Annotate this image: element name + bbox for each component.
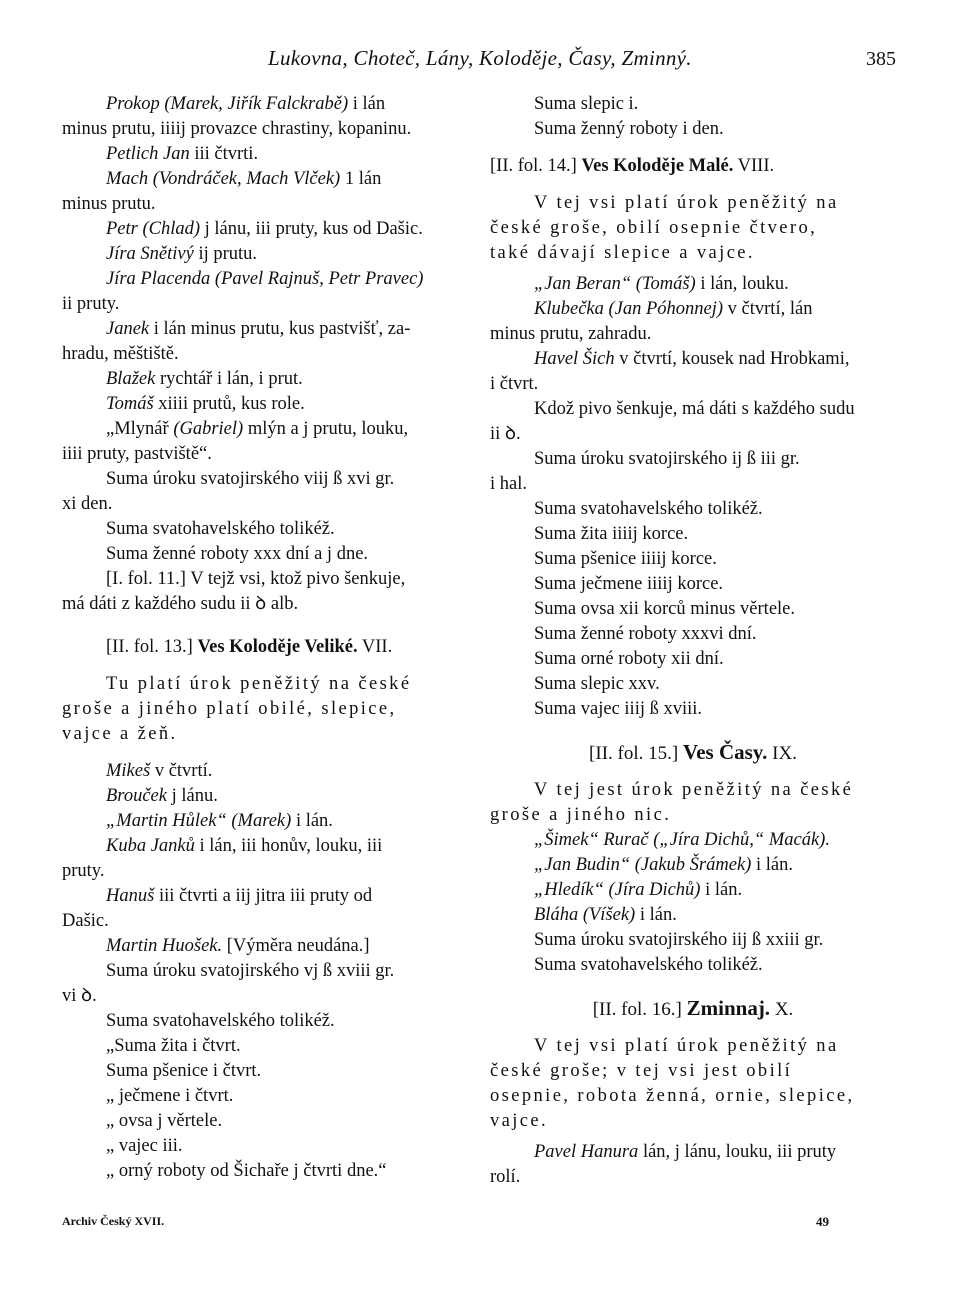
- text-line: Prokop (Marek, Jiřík Falckrabě) i lán: [106, 94, 386, 114]
- text-line: Suma úroku svatojirského iij ß xxiii gr.: [534, 930, 824, 950]
- text-line: Suma pšenice i čtvrt.: [106, 1061, 262, 1081]
- footer-sheet-number: 49: [816, 1214, 829, 1229]
- text-line: Klubečka (Jan Póhonnej) v čtvrtí, lán: [534, 299, 813, 319]
- text-line: osepnie, robota ženná, ornie, slepice,: [490, 1086, 855, 1106]
- text-line: Suma ženné roboty xxx dní a j dne.: [106, 544, 369, 564]
- text-line: „ ovsa j věrtele.: [106, 1111, 223, 1131]
- section-heading: [II. fol. 13.] Ves Koloděje Veliké. VII.: [106, 637, 393, 657]
- text-line: Suma úroku svatojirského ij ß iii gr.: [534, 449, 800, 469]
- text-line: Blažek rychtář i lán, i prut.: [106, 369, 303, 389]
- section-heading: [II. fol. 14.] Ves Koloděje Malé. VIII.: [490, 156, 775, 176]
- text-line: vajce a žeň.: [62, 724, 178, 744]
- text-line: Suma orné roboty xii dní.: [534, 649, 724, 669]
- footer-signature: Archiv Český XVII.: [62, 1214, 165, 1228]
- text-line: hradu, měštiště.: [62, 344, 179, 364]
- text-line: Suma úroku svatojirského vj ß xviii gr.: [106, 961, 395, 981]
- text-line: „Šimek“ Rurač („Jíra Dichů,“ Macák).: [534, 830, 830, 850]
- text-line: také dávají slepice a vajce.: [490, 243, 755, 263]
- section-heading: [II. fol. 16.] Zminnaj. X.: [592, 996, 794, 1020]
- text-line: „Hledík“ (Jíra Dichů) i lán.: [534, 880, 743, 900]
- text-line: V tej vsi platí úrok peněžitý na: [534, 1036, 839, 1056]
- text-line: Mikeš v čtvrtí.: [106, 761, 213, 781]
- text-line: groše a jiného nic.: [490, 805, 672, 825]
- text-line: Petlich Jan iii čtvrti.: [106, 144, 259, 164]
- text-line: Petr (Chlad) j lánu, iii pruty, kus od Dašic.: [106, 219, 423, 239]
- text-line: Suma svatohavelského tolikéž.: [534, 955, 763, 975]
- text-line: Bláha (Víšek) i lán.: [534, 905, 677, 925]
- text-line: Suma pšenice iiiij korce.: [534, 549, 717, 569]
- text-line: Jíra Placenda (Pavel Rajnuš, Petr Pravec): [106, 269, 424, 289]
- text-line: [I. fol. 11.] V tejž vsi, ktož pivo šenkuje,: [106, 569, 406, 589]
- text-line: ii pruty.: [62, 294, 120, 314]
- text-line: Suma úroku svatojirského viij ß xvi gr.: [106, 469, 395, 489]
- section-heading: [II. fol. 15.] Ves Časy. IX.: [589, 740, 797, 764]
- text-line: minus prutu.: [62, 194, 156, 214]
- text-line: groše a jiného platí obilé, slepice,: [62, 699, 397, 719]
- text-line: xi den.: [62, 494, 113, 514]
- text-line: Suma slepic i.: [534, 94, 639, 114]
- page-number: 385: [866, 48, 896, 70]
- text-line: Suma ovsa xii korců minus věrtele.: [534, 599, 796, 619]
- text-line: Jíra Snětivý ij prutu.: [106, 244, 258, 264]
- text-line: Hanuš iii čtvrti a iij jitra iii pruty od: [106, 886, 373, 906]
- text-line: i čtvrt.: [490, 374, 539, 394]
- text-line: rolí.: [490, 1167, 521, 1187]
- text-line: „ vajec iii.: [106, 1136, 183, 1156]
- text-line: „ ječmene i čtvrt.: [106, 1086, 234, 1106]
- text-line: Martin Huošek. [Výměra neudána.]: [106, 936, 370, 956]
- text-line: Suma svatohavelského tolikéž.: [534, 499, 763, 519]
- text-line: V tej jest úrok peněžitý na české: [534, 780, 854, 800]
- text-line: pruty.: [62, 861, 105, 881]
- text-line: V tej vsi platí úrok peněžitý na: [534, 193, 839, 213]
- text-line: vi ꝺ.: [62, 986, 97, 1006]
- text-line: Suma vajec iiij ß xviii.: [534, 699, 703, 719]
- text-line: má dáti z každého sudu ii ꝺ alb.: [62, 594, 299, 614]
- text-line: „Martin Hůlek“ (Marek) i lán.: [106, 811, 333, 831]
- text-line: „ orný roboty od Šichaře j čtvrti dne.“: [106, 1161, 387, 1181]
- text-line: Mach (Vondráček, Mach Vlček) 1 lán: [106, 169, 382, 189]
- text-line: vajce.: [490, 1111, 549, 1131]
- text-line: „Mlynář (Gabriel) mlýn a j prutu, louku,: [106, 419, 409, 439]
- text-line: Kuba Janků i lán, iii honův, louku, iii: [106, 836, 383, 856]
- text-line: „Jan Budin“ (Jakub Šrámek) i lán.: [534, 855, 793, 875]
- text-line: Suma svatohavelského tolikéž.: [106, 1011, 335, 1031]
- text-line: minus prutu, zahradu.: [490, 324, 652, 344]
- text-line: minus prutu, iiiij provazce chrastiny, kopaninu.: [62, 119, 412, 139]
- text-line: Janek i lán minus prutu, kus pastvišť, za-: [106, 319, 411, 339]
- text-line: iiii pruty, pastviště“.: [62, 444, 212, 464]
- text-line: Kdož pivo šenkuje, má dáti s každého sudu: [534, 399, 855, 419]
- text-line: české groše, obilí osepnie čtvero,: [490, 218, 818, 238]
- text-line: Tomáš xiiii prutů, kus role.: [106, 394, 305, 414]
- text-line: „Jan Beran“ (Tomáš) i lán, louku.: [534, 274, 789, 294]
- running-header: Lukovna, Choteč, Lány, Koloděje, Časy, Zminný.: [268, 46, 692, 70]
- text-line: Suma ječmene iiiij korce.: [534, 574, 724, 594]
- text-line: „Suma žita i čtvrt.: [106, 1036, 241, 1056]
- left-column: [62, 92, 478, 1184]
- text-line: Suma ženné roboty xxxvi dní.: [534, 624, 757, 644]
- text-line: ii ꝺ.: [490, 424, 521, 444]
- text-line: české groše; v tej vsi jest obilí: [490, 1061, 793, 1081]
- text-line: Dašic.: [62, 911, 109, 931]
- text-line: Suma slepic xxv.: [534, 674, 660, 694]
- text-line: Suma žita iiiij korce.: [534, 524, 689, 544]
- text-line: Havel Šich v čtvrtí, kousek nad Hrobkami,: [534, 349, 850, 369]
- text-line: Suma ženný roboty i den.: [534, 119, 724, 139]
- text-line: Pavel Hanura lán, j lánu, louku, iii pruty: [534, 1142, 837, 1162]
- text-line: Suma svatohavelského tolikéž.: [106, 519, 335, 539]
- right-column: [490, 92, 896, 1190]
- text-line: Brouček j lánu.: [106, 786, 218, 806]
- text-line: i hal.: [490, 474, 527, 494]
- text-line: Tu platí úrok peněžitý na české: [106, 674, 412, 694]
